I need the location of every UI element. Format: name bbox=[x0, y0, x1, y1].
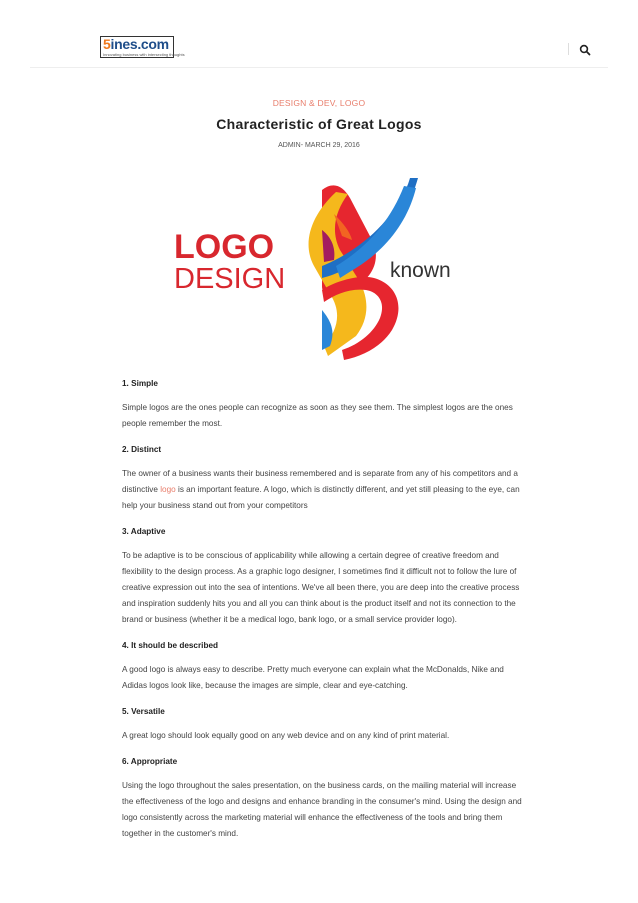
section-body-adaptive: To be adaptive is to be conscious of applicability while allowing a certain degree of creative freedom and flexibility to the design process. As a graphic logo designer, I sometimes find it difficult not to follow the lure of creative expression out into the sea of intentions. We've all been there, you are deep into the creative process and inspiration suddenly hits you and all you can think about is the product itself and not its connection to the brand or business (whether it be a medical logo, bank logo, or a small service provider logo). bbox=[122, 551, 520, 624]
section-body-versatile: A great logo should look equally good on any web device and on any kind of print material. bbox=[122, 731, 450, 740]
post-title: Characteristic of Great Logos bbox=[216, 116, 422, 132]
site-header bbox=[0, 0, 638, 68]
section-body-distinct bbox=[122, 466, 522, 514]
site-logo[interactable] bbox=[100, 36, 185, 58]
header-divider bbox=[568, 43, 569, 55]
section-body-described: A good logo is always easy to describe. Pretty much everyone can explain what the McDonalds, Nike and Adidas logos look like, because the images are simple, clear and eye-catching. bbox=[122, 665, 504, 690]
hero-left-line1: LOGO bbox=[174, 228, 275, 266]
section-heading-distinct: 2. Distinct bbox=[122, 445, 162, 454]
logo-wordmark bbox=[103, 36, 169, 52]
section-heading-described: 4. It should be described bbox=[122, 641, 218, 650]
section-heading-appropriate: 6. Appropriate bbox=[122, 757, 178, 766]
header-border bbox=[30, 67, 608, 68]
post-meta: ADMIN- MARCH 29, 2016 bbox=[278, 142, 360, 149]
search-icon[interactable] bbox=[579, 43, 591, 55]
hero-left-line2: DESIGN bbox=[174, 263, 286, 295]
section-heading-adaptive: 3. Adaptive bbox=[122, 527, 166, 536]
logo-suffix: ines.com bbox=[110, 36, 169, 52]
hero-image bbox=[160, 170, 480, 365]
article-body bbox=[122, 376, 522, 842]
post-category[interactable]: DESIGN & DEV, LOGO bbox=[272, 98, 366, 108]
logo-prefix: 5 bbox=[103, 36, 111, 52]
section-body-appropriate: Using the logo throughout the sales presentation, on the business cards, on the mailing material will increase the effectiveness of the logo and designs and enhance branding in the consumer's mind. Using the design and logo consistently across the marketing material will enhance the effectiveness of the tools and bring them together in the customer's mind. bbox=[122, 781, 522, 838]
logo-link[interactable]: logo bbox=[160, 485, 176, 494]
logo-tagline: Innovating business with intersecting thoughts bbox=[103, 52, 185, 57]
section-heading-simple: 1. Simple bbox=[122, 379, 158, 388]
distinct-text-before: The owner of a business wants their business remembered and is separate from any of his competitors and a distinctive bbox=[122, 469, 518, 494]
section-heading-versatile: 5. Versatile bbox=[122, 707, 165, 716]
hero-right-word: known bbox=[390, 259, 451, 282]
distinct-text-after: is an important feature. A logo, which is distinctly different, and yet still pleasing to the eye, can help your business stand out from your competitors bbox=[122, 485, 520, 510]
section-body-simple: Simple logos are the ones people can recognize as soon as they see them. The simplest logos are the ones people remember the most. bbox=[122, 403, 513, 428]
